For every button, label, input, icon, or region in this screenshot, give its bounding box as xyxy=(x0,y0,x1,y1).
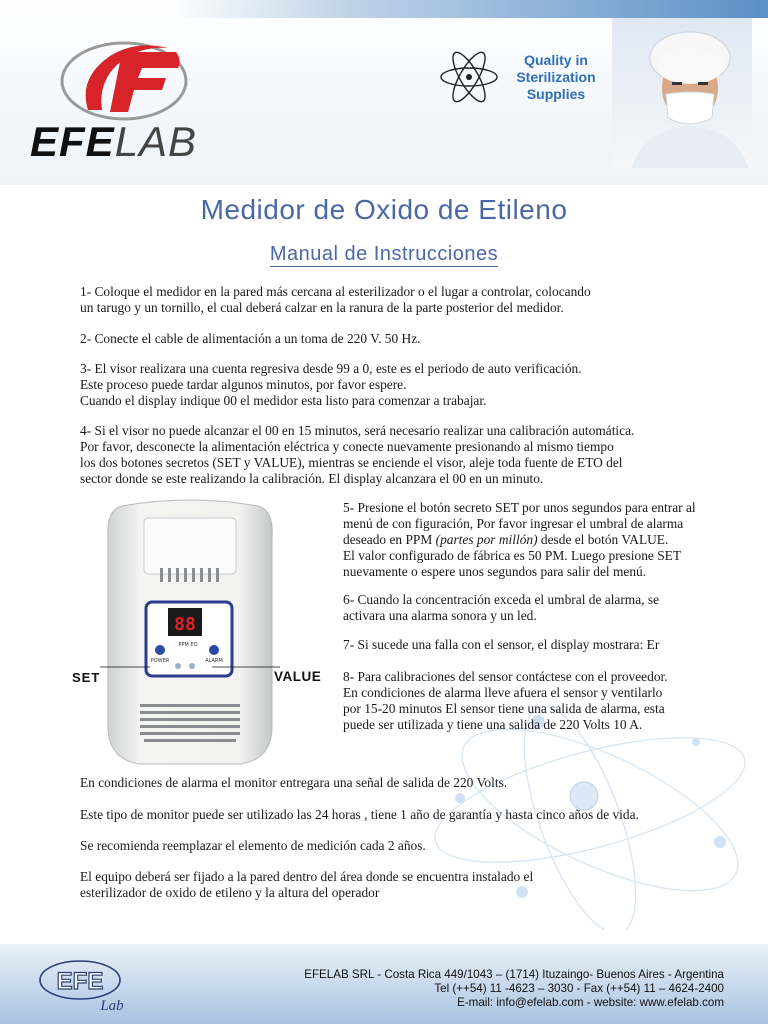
instruction-3-line-3: Cuando el display indique 00 el medidor esta listo para comenzar a trabajar. xyxy=(80,393,487,408)
instruction-5-line-3-b: desde el botón VALUE. xyxy=(537,532,669,547)
instruction-6-line-2: activara una alarma sonora y un led. xyxy=(343,608,537,623)
note-1 xyxy=(80,775,507,791)
instruction-8 xyxy=(343,669,668,733)
instruction-6 xyxy=(343,592,659,624)
instruction-5-line-5: nuevamente o espere unos segundos para salir del menú. xyxy=(343,564,647,579)
eto-meter-device-illustration xyxy=(100,498,280,768)
note-2-line-1: Este tipo de monitor puede ser utilizado las 24 horas , tiene 1 año de garantía y hasta cinco años de vida. xyxy=(80,807,639,822)
logo-text-lab: LAB xyxy=(114,118,198,165)
instruction-8-line-2: En condiciones de alarma lleve afuera el sensor y ventilarlo xyxy=(343,685,663,700)
atom-icon xyxy=(438,46,500,108)
note-1-line-1: En condiciones de alarma el monitor entregara una señal de salida de 220 Volts. xyxy=(80,775,508,790)
note-4 xyxy=(80,869,533,901)
note-3 xyxy=(80,838,426,854)
instruction-8-line-4: puede ser utilizada y tiene una salida de 220 Volts 10 A. xyxy=(343,717,643,732)
footer-phone: Tel (++54) 11 -4623 – 3030 - Fax (++54) 11 – 4624-2400 xyxy=(434,982,724,995)
note-3-line-1: Se recomienda reemplazar el elemento de medición cada 2 años. xyxy=(80,838,426,853)
instruction-2 xyxy=(80,331,421,347)
instruction-4-line-1: 4- Si el visor no puede alcanzar el 00 en 15 minutos, será necesario realizar una calibración automática. xyxy=(80,423,635,438)
instruction-4 xyxy=(80,423,634,487)
instruction-5-line-3-italic: (partes por millón) xyxy=(435,532,538,547)
page-subtitle xyxy=(0,243,768,266)
subtitle-text: Manual de Instrucciones xyxy=(269,243,499,265)
value-label: VALUE xyxy=(274,669,322,684)
instruction-5-line-3-a: deseado en PPM xyxy=(343,532,436,547)
set-label: SET xyxy=(72,670,101,685)
efelab-logo-icon xyxy=(58,38,190,124)
note-4-line-1: El equipo deberá ser fijado a la pared dentro del área donde se encuentra instalado el xyxy=(80,869,534,884)
logo-text-efe: EFE xyxy=(30,118,115,165)
instruction-2-line-1: 2- Conecte el cable de alimentación a un toma de 220 V. 50 Hz. xyxy=(80,331,421,346)
footer-logo-main-text: EFE xyxy=(56,968,104,995)
instruction-8-line-1: 8- Para calibraciones del sensor contáctese con el proveedor. xyxy=(343,669,668,684)
instruction-1 xyxy=(80,284,591,316)
tagline xyxy=(500,52,612,103)
header-band xyxy=(170,0,768,18)
footer-logo-sub-text: Lab xyxy=(100,998,124,1014)
instruction-3-line-2: Este proceso puede tardar algunos minutos, por favor espere. xyxy=(80,377,407,392)
footer-email-website: E-mail: info@efelab.com - website: www.efelab.com xyxy=(457,996,724,1009)
note-4-line-2: esterilizador de oxido de etileno y la altura del operador xyxy=(80,885,380,900)
instruction-1-line-2: un tarugo y un tornillo, el cual deberá calzar en la ranura de la parte posterior del medidor. xyxy=(80,300,564,315)
instruction-4-line-3: los dos botones secretos (SET y VALUE), mientras se enciende el visor, aleje toda fuente de ETO del xyxy=(80,455,623,470)
instruction-8-line-3: por 15-20 minutos El sensor tiene una salida de alarma, esta xyxy=(343,701,665,716)
instruction-5-line-1: 5- Presione el botón secreto SET por unos segundos para entrar al xyxy=(343,500,696,515)
instruction-3 xyxy=(80,361,582,409)
footer-contact-info xyxy=(200,968,724,1010)
instruction-5-line-2: menú de con figuración, Por favor ingresar el umbral de alarma xyxy=(343,516,684,531)
surgeon-photo xyxy=(612,18,752,168)
instruction-7 xyxy=(343,637,659,653)
efelab-logo-text xyxy=(30,118,197,166)
instruction-4-line-4: sector donde se este realizando la calibración. El display alcanzara el 00 en un minuto. xyxy=(80,471,544,486)
instruction-7-line-1: 7- Si sucede una falla con el sensor, el display mostrara: Er xyxy=(343,637,660,652)
instruction-5-line-4: El valor configurado de fábrica es 50 PM. Luego presione SET xyxy=(343,548,682,563)
tagline-line-2: Sterilization xyxy=(516,69,596,85)
note-2 xyxy=(80,807,639,823)
tagline-line-1: Quality in xyxy=(524,52,588,68)
instruction-5-line-3 xyxy=(343,532,696,548)
instruction-5 xyxy=(343,500,696,580)
device-display-digits: 88 xyxy=(174,614,196,635)
footer-efelab-logo-icon xyxy=(36,956,146,1016)
page-title: Medidor de Oxido de Etileno xyxy=(200,194,568,225)
instruction-3-line-1: 3- El visor realizara una cuenta regresiva desde 99 a 0, este es el periodo de auto verificación. xyxy=(80,361,582,376)
instruction-1-line-1: 1- Coloque el medidor en la pared más cercana al esterilizador o el lugar a controlar, colocando xyxy=(80,284,591,299)
device-alarm-label: ALARM xyxy=(205,658,223,664)
footer-address: EFELAB SRL - Costa Rica 449/1043 – (1714) Ituzaingo- Buenos Aires - Argentina xyxy=(304,968,724,981)
tagline-line-3: Supplies xyxy=(526,86,586,102)
device-power-label: POWER xyxy=(150,658,170,664)
device-unit-label: PPM EO xyxy=(178,642,198,648)
instruction-6-line-1: 6- Cuando la concentración exceda el umbral de alarma, se xyxy=(343,592,660,607)
instruction-4-line-2: Por favor, desconecte la alimentación eléctrica y conecte nuevamente presionando al mismo tiempo xyxy=(80,439,614,454)
